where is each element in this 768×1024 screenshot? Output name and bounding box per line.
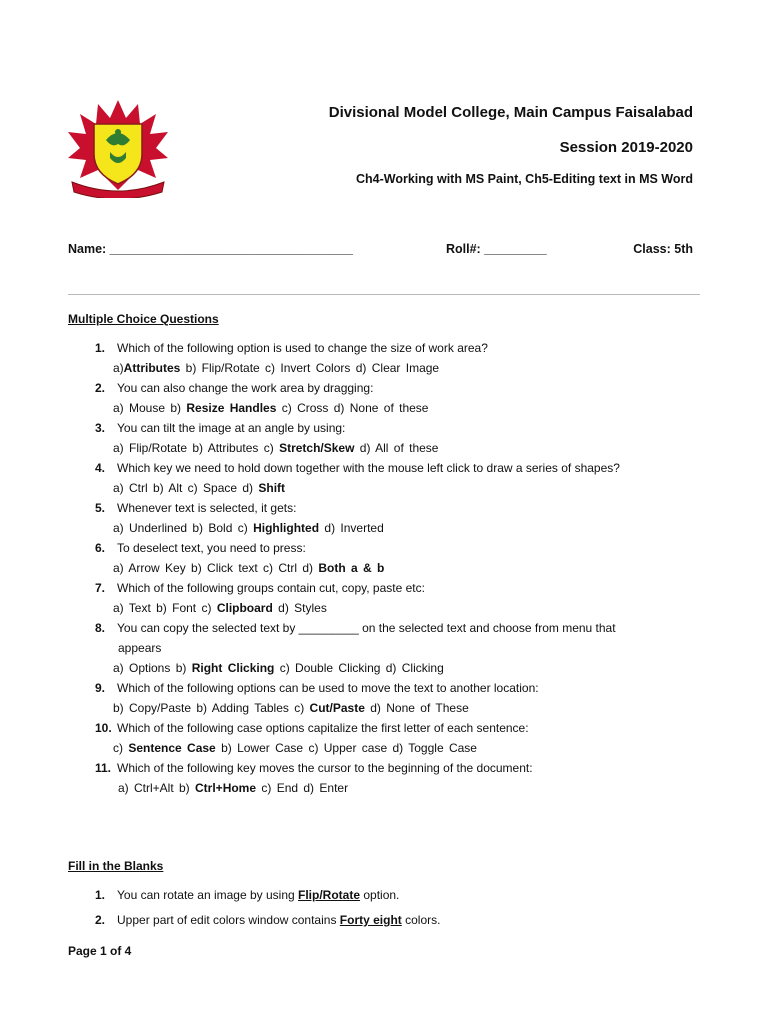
option-text: a) Text b) Font c) xyxy=(113,601,217,615)
correct-answer: Right Clicking xyxy=(191,661,275,675)
session-label: Session 2019-2020 xyxy=(559,139,693,156)
correct-answer: Stretch/Skew xyxy=(279,441,355,455)
correct-answer: Sentence Case xyxy=(128,741,216,755)
fill-text: Upper part of edit colors window contains xyxy=(117,913,340,927)
option-text: a) Underlined b) Bold c) xyxy=(113,521,254,535)
fill-text: option. xyxy=(360,888,400,902)
fill-number: 2. xyxy=(95,913,106,927)
correct-answer: Shift xyxy=(258,481,286,495)
college-name: Divisional Model College, Main Campus Faisalabad xyxy=(328,104,693,121)
question-number: 1. xyxy=(95,341,106,355)
mcq-heading: Multiple Choice Questions xyxy=(68,312,219,326)
option-text: c) Cross d) None of these xyxy=(276,401,429,415)
mcq-question xyxy=(95,381,373,395)
correct-answer: Highlighted xyxy=(253,521,320,535)
fill-answer: Flip/Rotate xyxy=(298,888,361,902)
page-number: Page 1 of 4 xyxy=(68,944,132,958)
mcq-options xyxy=(113,601,327,615)
correct-answer: Attributes xyxy=(123,361,181,375)
question-number: 9. xyxy=(95,681,106,695)
option-text: d) Styles xyxy=(272,601,327,615)
mcq-question xyxy=(95,341,488,355)
name-field[interactable]: Name: ___________________________________ xyxy=(68,242,353,256)
correct-answer: Cut/Paste xyxy=(309,701,365,715)
correct-answer: Both a & b xyxy=(318,561,385,575)
option-text: a) Ctrl b) Alt c) Space d) xyxy=(113,481,259,495)
option-text: a) Mouse b) xyxy=(113,401,187,415)
mcq-options xyxy=(113,481,285,495)
mcq-question xyxy=(95,421,345,435)
mcq-options xyxy=(113,441,438,455)
fill-answer: Forty eight xyxy=(339,913,402,927)
mcq-question xyxy=(95,501,296,515)
fill-heading: Fill in the Blanks xyxy=(68,859,164,873)
option-text: c) End d) Enter xyxy=(256,781,349,795)
correct-answer: Clipboard xyxy=(216,601,273,615)
mcq-question xyxy=(95,461,620,475)
mcq-options xyxy=(118,781,348,795)
question-number: 11. xyxy=(95,761,112,775)
option-text: c) Double Clicking d) Clicking xyxy=(274,661,444,675)
divider xyxy=(68,294,700,295)
roll-field[interactable]: Roll#: _________ xyxy=(446,242,547,256)
option-text: a) Flip/Rotate b) Attributes c) xyxy=(113,441,280,455)
question-text: Whenever text is selected, it gets: xyxy=(117,501,297,515)
option-text: d) Inverted xyxy=(319,521,384,535)
mcq-options xyxy=(113,661,444,675)
college-crest-logo xyxy=(64,96,172,198)
question-text: To deselect text, you need to press: xyxy=(117,541,306,555)
fill-item xyxy=(95,913,440,927)
option-text: b) Lower Case c) Upper case d) Toggle Case xyxy=(215,741,477,755)
mcq-question xyxy=(95,541,306,555)
option-text: a) Ctrl+Alt b) xyxy=(118,781,196,795)
question-number: 4. xyxy=(95,461,106,475)
chapters-label: Ch4-Working with MS Paint, Ch5-Editing text in MS Word xyxy=(355,172,693,186)
correct-answer: Ctrl+Home xyxy=(195,781,257,795)
mcq-question xyxy=(95,681,539,695)
question-text: Which of the following option is used to change the size of work area? xyxy=(117,341,488,355)
mcq-question xyxy=(95,721,529,735)
option-text: a) Arrow Key b) Click text c) Ctrl d) xyxy=(113,561,319,575)
question-text: Which of the following key moves the cursor to the beginning of the document: xyxy=(117,761,533,775)
question-text-continued: appears xyxy=(118,641,162,655)
fill-number: 1. xyxy=(95,888,106,902)
question-number: 7. xyxy=(95,581,106,595)
question-text: You can copy the selected text by _________ on the selected text and choose from menu that xyxy=(117,621,616,635)
option-text: d) None of These xyxy=(364,701,469,715)
question-text: Which of the following options can be used to move the text to another location: xyxy=(117,681,539,695)
mcq-question xyxy=(95,581,425,595)
mcq-options xyxy=(113,401,428,415)
question-number: 2. xyxy=(95,381,106,395)
mcq-options xyxy=(113,741,477,755)
question-number: 8. xyxy=(95,621,106,635)
mcq-question xyxy=(95,621,616,635)
option-text: a) Options b) xyxy=(113,661,192,675)
option-text: a) xyxy=(113,361,124,375)
fill-item xyxy=(95,888,399,902)
fill-text: colors. xyxy=(401,913,441,927)
question-text: You can also change the work area by dragging: xyxy=(117,381,374,395)
question-number: 5. xyxy=(95,501,106,515)
mcq-options xyxy=(113,521,384,535)
option-text: c) xyxy=(113,741,129,755)
option-text: b) Copy/Paste b) Adding Tables c) xyxy=(113,701,310,715)
option-text: b) Flip/Rotate c) Invert Colors d) Clear Image xyxy=(180,361,440,375)
question-number: 6. xyxy=(95,541,106,555)
mcq-options xyxy=(113,361,439,375)
question-number: 10. xyxy=(95,721,112,735)
mcq-options xyxy=(113,701,469,715)
class-field: Class: 5th xyxy=(633,242,693,256)
mcq-options xyxy=(113,561,384,575)
question-text: Which key we need to hold down together with the mouse left click to draw a series of shapes? xyxy=(117,461,620,475)
question-text: You can tilt the image at an angle by using: xyxy=(117,421,346,435)
correct-answer: Resize Handles xyxy=(186,401,277,415)
question-text: Which of the following groups contain cut, copy, paste etc: xyxy=(117,581,425,595)
option-text: d) All of these xyxy=(354,441,439,455)
fill-text: You can rotate an image by using xyxy=(117,888,299,902)
question-text: Which of the following case options capitalize the first letter of each sentence: xyxy=(117,721,529,735)
mcq-question xyxy=(95,761,533,775)
question-number: 3. xyxy=(95,421,106,435)
